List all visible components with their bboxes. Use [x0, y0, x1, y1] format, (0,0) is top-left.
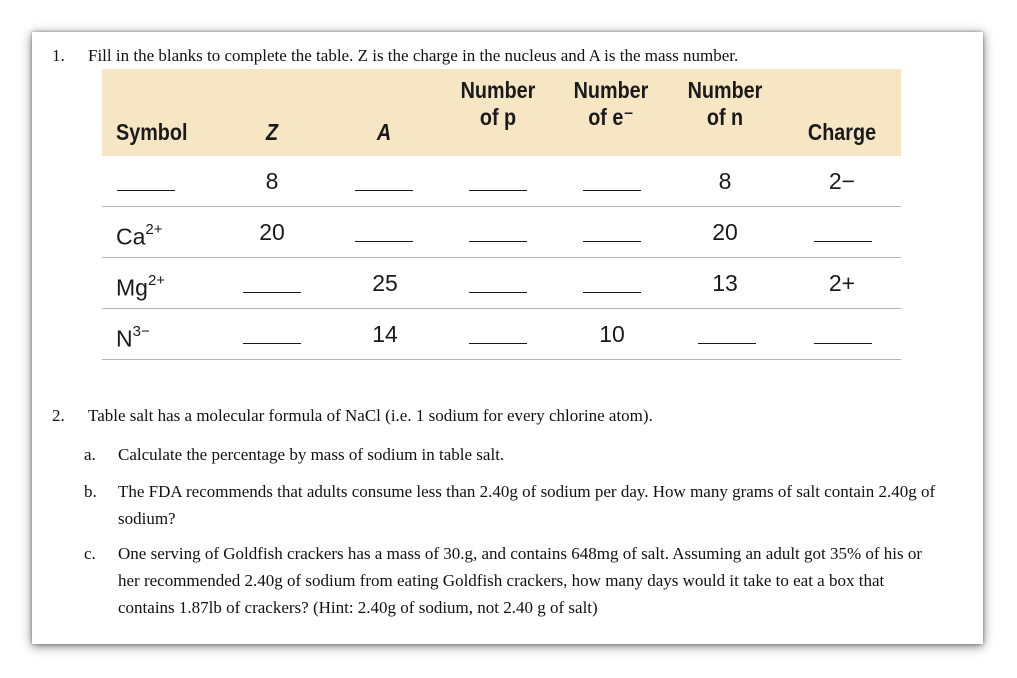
- symbol-charge-superscript: 2+: [145, 221, 163, 238]
- blank-electrons[interactable]: [583, 241, 641, 242]
- cell-a: 14: [372, 321, 398, 347]
- header-a: A: [376, 119, 392, 145]
- question-1-number: 1.: [52, 46, 65, 65]
- header-electrons-line2: of e⁻: [588, 104, 634, 130]
- blank-z[interactable]: [243, 292, 301, 293]
- header-electrons: [568, 77, 654, 131]
- blank-electrons[interactable]: [583, 292, 641, 293]
- header-protons-line2: of p: [479, 104, 517, 130]
- cell-charge: 2−: [828, 168, 856, 194]
- question-2-number: 2.: [52, 406, 65, 425]
- question-1: [52, 46, 738, 66]
- worksheet-page: [32, 32, 983, 644]
- header-neutrons-line2: of n: [706, 104, 744, 130]
- blank-symbol[interactable]: [117, 190, 175, 191]
- cell-neutrons: 13: [712, 270, 738, 296]
- cell-z: 8: [265, 168, 279, 194]
- header-neutrons-line1: Number: [687, 77, 763, 103]
- table-row: [102, 156, 901, 207]
- symbol-element: Mg: [116, 274, 148, 301]
- cell-z: 20: [259, 219, 285, 245]
- atomic-structure-table: [102, 69, 901, 360]
- table-row: [102, 309, 901, 360]
- symbol-element: Ca: [116, 223, 146, 250]
- cell-symbol: [116, 207, 196, 257]
- blank-protons[interactable]: [469, 292, 527, 293]
- symbol-charge-superscript: 3−: [132, 323, 150, 340]
- header-protons: [455, 77, 541, 131]
- part-label: c.: [84, 544, 96, 563]
- question-2-text: Table salt has a molecular formula of NaCl (i.e. 1 sodium for every chlorine atom).: [88, 406, 653, 425]
- table-row: [102, 207, 901, 258]
- symbol-element: N: [116, 325, 133, 352]
- header-symbol: Symbol: [116, 119, 188, 145]
- blank-charge[interactable]: [814, 343, 872, 344]
- blank-a[interactable]: [355, 241, 413, 242]
- part-label: b.: [84, 482, 97, 501]
- question-2b: [84, 478, 944, 532]
- question-1-text: Fill in the blanks to complete the table. Z is the charge in the nucleus and A is the mass number.: [88, 46, 739, 65]
- header-neutrons: [682, 77, 768, 131]
- header-charge: Charge: [807, 119, 877, 145]
- cell-charge: 2+: [828, 270, 856, 296]
- part-text: One serving of Goldfish crackers has a mass of 30.g, and contains 648mg of salt. Assuming an adult got 35% of his or her recommended 2.40g of sodium from eating Goldfish crackers, how many days would it take to eat a box that contains 1.87lb of crackers? (Hint: 2.40g of sodium, not 2.40 g of salt): [118, 544, 923, 617]
- table-row: [102, 258, 901, 309]
- blank-protons[interactable]: [469, 241, 527, 242]
- blank-z[interactable]: [243, 343, 301, 344]
- cell-symbol: [116, 309, 196, 359]
- question-2a: [84, 441, 944, 468]
- blank-neutrons[interactable]: [698, 343, 756, 344]
- blank-protons[interactable]: [469, 190, 527, 191]
- blank-electrons[interactable]: [583, 190, 641, 191]
- question-2: [52, 406, 653, 426]
- header-z: Z: [265, 119, 279, 145]
- question-2c: [84, 540, 944, 621]
- part-text: The FDA recommends that adults consume less than 2.40g of sodium per day. How many grams of salt contain 2.40g of sodium?: [118, 482, 936, 528]
- part-text: Calculate the percentage by mass of sodium in table salt.: [118, 445, 505, 464]
- cell-symbol: [116, 258, 196, 308]
- blank-protons[interactable]: [469, 343, 527, 344]
- cell-electrons: 10: [599, 321, 625, 347]
- cell-neutrons: 20: [712, 219, 738, 245]
- header-electrons-line1: Number: [573, 77, 649, 103]
- symbol-charge-superscript: 2+: [147, 272, 166, 289]
- cell-neutrons: 8: [718, 168, 732, 194]
- part-label: a.: [84, 445, 96, 464]
- blank-charge[interactable]: [814, 241, 872, 242]
- table-header: [102, 69, 901, 156]
- cell-a: 25: [372, 270, 398, 296]
- blank-a[interactable]: [355, 190, 413, 191]
- header-protons-line1: Number: [460, 77, 536, 103]
